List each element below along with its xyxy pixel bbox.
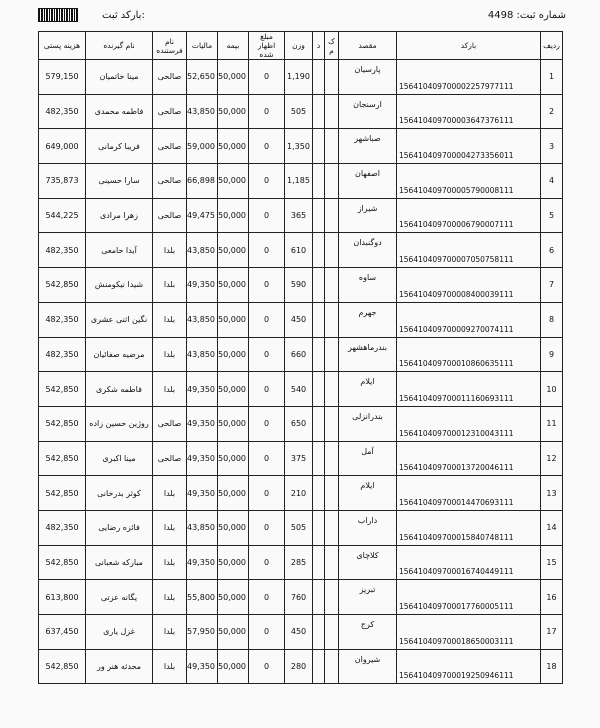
cell-insurance: 50,000	[218, 649, 249, 684]
cell-row: 11	[541, 406, 563, 441]
cell-barcode: 156410409700017760005111	[397, 580, 541, 615]
cell-declared: 0	[249, 580, 285, 615]
col-barcode: بارکد	[397, 32, 541, 60]
cell-k	[325, 476, 339, 511]
cell-receiver: نگین اثنی عشری	[86, 302, 153, 337]
table-row	[39, 510, 563, 545]
cell-postage: 542,850	[39, 268, 86, 303]
cell-tax: 43,850	[187, 510, 218, 545]
table-row	[39, 268, 563, 303]
cell-declared: 0	[249, 233, 285, 268]
cell-tax: 49,350	[187, 476, 218, 511]
cell-receiver: مبارکه شعبانی	[86, 545, 153, 580]
cell-tax: 49,350	[187, 268, 218, 303]
cell-k	[325, 649, 339, 684]
cell-receiver: زهرا مرادی	[86, 198, 153, 233]
table-row	[39, 545, 563, 580]
cell-receiver: مرضیه صفائیان	[86, 337, 153, 372]
cell-barcode: 156410409700010860635111	[397, 337, 541, 372]
cell-declared: 0	[249, 337, 285, 372]
cell-d	[313, 233, 325, 268]
cell-sender: صالحی	[153, 198, 187, 233]
cell-postage: 613,800	[39, 580, 86, 615]
cell-declared: 0	[249, 615, 285, 650]
col-tax: مالیات	[187, 32, 218, 60]
cell-postage: 482,350	[39, 337, 86, 372]
cell-destination: تبریز	[339, 580, 397, 615]
cell-weight: 610	[285, 233, 313, 268]
table-row	[39, 580, 563, 615]
cell-k	[325, 441, 339, 476]
cell-d	[313, 510, 325, 545]
cell-insurance: 50,000	[218, 406, 249, 441]
table-row	[39, 164, 563, 199]
cell-declared: 0	[249, 268, 285, 303]
cell-insurance: 50,000	[218, 615, 249, 650]
cell-row: 2	[541, 94, 563, 129]
cell-sender: بلدا	[153, 372, 187, 407]
cell-receiver: غزل یاری	[86, 615, 153, 650]
cell-barcode: 156410409700008400039111	[397, 268, 541, 303]
cell-declared: 0	[249, 372, 285, 407]
cell-k	[325, 164, 339, 199]
cell-row: 4	[541, 164, 563, 199]
cell-tax: 49,475	[187, 198, 218, 233]
cell-row: 14	[541, 510, 563, 545]
cell-postage: 542,850	[39, 545, 86, 580]
cell-declared: 0	[249, 302, 285, 337]
cell-tax: 49,350	[187, 545, 218, 580]
col-weight: وزن	[285, 32, 313, 60]
table-row	[39, 337, 563, 372]
cell-destination: آمل	[339, 441, 397, 476]
table-row	[39, 372, 563, 407]
cell-k	[325, 337, 339, 372]
cell-receiver: کوثر بدرخانی	[86, 476, 153, 511]
cell-row: 13	[541, 476, 563, 511]
table-row	[39, 615, 563, 650]
cell-insurance: 50,000	[218, 198, 249, 233]
cell-d	[313, 649, 325, 684]
cell-weight: 660	[285, 337, 313, 372]
cell-weight: 1,350	[285, 129, 313, 164]
cell-tax: 49,350	[187, 372, 218, 407]
cell-postage: 637,450	[39, 615, 86, 650]
col-k: ک م	[325, 32, 339, 60]
cell-row: 16	[541, 580, 563, 615]
cell-weight: 210	[285, 476, 313, 511]
cell-k	[325, 372, 339, 407]
cell-destination: کلاچای	[339, 545, 397, 580]
cell-barcode: 156410409700016740449111	[397, 545, 541, 580]
cell-row: 7	[541, 268, 563, 303]
cell-barcode: 156410409700002257977111	[397, 60, 541, 95]
cell-insurance: 50,000	[218, 476, 249, 511]
cell-postage: 542,850	[39, 649, 86, 684]
cell-row: 3	[541, 129, 563, 164]
cell-k	[325, 198, 339, 233]
cell-insurance: 50,000	[218, 580, 249, 615]
cell-sender: بلدا	[153, 615, 187, 650]
cell-k	[325, 60, 339, 95]
cell-postage: 542,850	[39, 372, 86, 407]
cell-sender: بلدا	[153, 233, 187, 268]
cell-sender: صالحی	[153, 129, 187, 164]
cell-row: 12	[541, 441, 563, 476]
registration-number	[488, 10, 566, 21]
cell-sender: صالحی	[153, 406, 187, 441]
cell-declared: 0	[249, 406, 285, 441]
cell-tax: 49,350	[187, 441, 218, 476]
table-row	[39, 233, 563, 268]
cell-insurance: 50,000	[218, 302, 249, 337]
cell-d	[313, 337, 325, 372]
cell-barcode: 156410409700012310043111	[397, 406, 541, 441]
cell-d	[313, 372, 325, 407]
cell-weight: 280	[285, 649, 313, 684]
cell-tax: 59,000	[187, 129, 218, 164]
cell-declared: 0	[249, 476, 285, 511]
cell-receiver: محدثه هنر ور	[86, 649, 153, 684]
cell-row: 1	[541, 60, 563, 95]
col-receiver: نام گیرنده	[86, 32, 153, 60]
cell-weight: 285	[285, 545, 313, 580]
cell-weight: 450	[285, 615, 313, 650]
cell-destination: ساوه	[339, 268, 397, 303]
cell-tax: 49,350	[187, 649, 218, 684]
cell-d	[313, 441, 325, 476]
col-insurance: بیمه	[218, 32, 249, 60]
cell-sender: بلدا	[153, 476, 187, 511]
registration-label: شماره ثبت:	[516, 10, 566, 21]
cell-insurance: 50,000	[218, 510, 249, 545]
cell-k	[325, 268, 339, 303]
cell-declared: 0	[249, 510, 285, 545]
cell-row: 6	[541, 233, 563, 268]
cell-barcode: 156410409700011160693111	[397, 372, 541, 407]
cell-destination: شیراز	[339, 198, 397, 233]
cell-declared: 0	[249, 545, 285, 580]
cell-receiver: یگانه عزتی	[86, 580, 153, 615]
cell-destination: دوگنبدان	[339, 233, 397, 268]
cell-destination: جهرم	[339, 302, 397, 337]
cell-receiver: شیدا نیکومنش	[86, 268, 153, 303]
cell-sender: صالحی	[153, 164, 187, 199]
cell-d	[313, 406, 325, 441]
table-row	[39, 60, 563, 95]
barcode-image	[38, 8, 78, 22]
cell-declared: 0	[249, 94, 285, 129]
cell-k	[325, 233, 339, 268]
cell-row: 8	[541, 302, 563, 337]
table-row	[39, 302, 563, 337]
cell-row: 9	[541, 337, 563, 372]
cell-d	[313, 94, 325, 129]
barcode-label: بارکد ثبت:	[102, 10, 145, 21]
cell-barcode: 156410409700006790007111	[397, 198, 541, 233]
cell-insurance: 50,000	[218, 545, 249, 580]
table-row	[39, 94, 563, 129]
cell-barcode: 156410409700015840748111	[397, 510, 541, 545]
cell-sender: بلدا	[153, 268, 187, 303]
cell-sender: بلدا	[153, 580, 187, 615]
cell-destination: داراب	[339, 510, 397, 545]
table-row	[39, 406, 563, 441]
registration-value: 4498	[487, 10, 514, 21]
cell-weight: 540	[285, 372, 313, 407]
cell-postage: 579,150	[39, 60, 86, 95]
cell-tax: 66,898	[187, 164, 218, 199]
cell-d	[313, 268, 325, 303]
cell-d	[313, 129, 325, 164]
cell-weight: 760	[285, 580, 313, 615]
cell-destination: بندرانزلی	[339, 406, 397, 441]
col-destination: مقصد	[339, 32, 397, 60]
cell-d	[313, 164, 325, 199]
cell-postage: 482,350	[39, 94, 86, 129]
cell-k	[325, 615, 339, 650]
cell-tax: 43,850	[187, 337, 218, 372]
header	[38, 8, 566, 28]
cell-declared: 0	[249, 198, 285, 233]
cell-k	[325, 510, 339, 545]
cell-d	[313, 60, 325, 95]
cell-sender: بلدا	[153, 649, 187, 684]
cell-tax: 57,950	[187, 615, 218, 650]
col-d: د	[313, 32, 325, 60]
col-declared: مبلغ اظهار شده	[249, 32, 285, 60]
cell-row: 18	[541, 649, 563, 684]
table-row	[39, 476, 563, 511]
cell-insurance: 50,000	[218, 337, 249, 372]
cell-destination: ایلام	[339, 372, 397, 407]
cell-weight: 650	[285, 406, 313, 441]
cell-insurance: 50,000	[218, 372, 249, 407]
table-row	[39, 441, 563, 476]
cell-declared: 0	[249, 649, 285, 684]
cell-sender: بلدا	[153, 302, 187, 337]
cell-receiver: فاطمه محمدی	[86, 94, 153, 129]
col-sender: نام فرستنده	[153, 32, 187, 60]
cell-weight: 1,190	[285, 60, 313, 95]
col-postage: هزینه پستی	[39, 32, 86, 60]
cell-receiver: سارا حسینی	[86, 164, 153, 199]
cell-tax: 49,350	[187, 406, 218, 441]
cell-barcode: 156410409700005790008111	[397, 164, 541, 199]
cell-destination: اصفهان	[339, 164, 397, 199]
cell-weight: 505	[285, 94, 313, 129]
cell-weight: 590	[285, 268, 313, 303]
cell-row: 17	[541, 615, 563, 650]
cell-d	[313, 476, 325, 511]
cell-tax: 43,850	[187, 302, 218, 337]
cell-insurance: 50,000	[218, 60, 249, 95]
cell-weight: 450	[285, 302, 313, 337]
cell-barcode: 156410409700007050758111	[397, 233, 541, 268]
col-row: ردیف	[541, 32, 563, 60]
cell-barcode: 156410409700014470693111	[397, 476, 541, 511]
cell-sender: بلدا	[153, 545, 187, 580]
cell-weight: 505	[285, 510, 313, 545]
cell-receiver: فاطمه شکری	[86, 372, 153, 407]
cell-declared: 0	[249, 164, 285, 199]
cell-d	[313, 615, 325, 650]
cell-postage: 544,225	[39, 198, 86, 233]
cell-barcode: 156410409700019250946111	[397, 649, 541, 684]
cell-k	[325, 302, 339, 337]
cell-postage: 649,000	[39, 129, 86, 164]
cell-sender: صالحی	[153, 441, 187, 476]
cell-weight: 365	[285, 198, 313, 233]
cell-declared: 0	[249, 60, 285, 95]
cell-d	[313, 580, 325, 615]
cell-insurance: 50,000	[218, 94, 249, 129]
cell-sender: بلدا	[153, 510, 187, 545]
table-row	[39, 198, 563, 233]
table-header-row	[39, 32, 563, 60]
cell-insurance: 50,000	[218, 129, 249, 164]
cell-insurance: 50,000	[218, 164, 249, 199]
cell-barcode: 156410409700018650003111	[397, 615, 541, 650]
cell-tax: 43,850	[187, 94, 218, 129]
cell-insurance: 50,000	[218, 233, 249, 268]
cell-postage: 482,350	[39, 510, 86, 545]
cell-destination: صباشهر	[339, 129, 397, 164]
cell-barcode: 156410409700003647376111	[397, 94, 541, 129]
cell-tax: 43,850	[187, 233, 218, 268]
shipment-table	[38, 31, 563, 684]
cell-row: 5	[541, 198, 563, 233]
cell-k	[325, 94, 339, 129]
cell-weight: 1,185	[285, 164, 313, 199]
cell-destination: بندرماهشهر	[339, 337, 397, 372]
cell-row: 10	[541, 372, 563, 407]
cell-destination: کرج	[339, 615, 397, 650]
cell-k	[325, 545, 339, 580]
cell-barcode: 156410409700004273356011	[397, 129, 541, 164]
cell-barcode: 156410409700013720046111	[397, 441, 541, 476]
cell-receiver: مینا خاتمیان	[86, 60, 153, 95]
cell-weight: 375	[285, 441, 313, 476]
cell-row: 15	[541, 545, 563, 580]
cell-receiver: فریبا کرمانی	[86, 129, 153, 164]
cell-insurance: 50,000	[218, 441, 249, 476]
cell-sender: صالحی	[153, 94, 187, 129]
cell-postage: 482,350	[39, 302, 86, 337]
cell-d	[313, 302, 325, 337]
cell-sender: بلدا	[153, 337, 187, 372]
cell-declared: 0	[249, 441, 285, 476]
cell-receiver: مینا اکبری	[86, 441, 153, 476]
cell-postage: 542,850	[39, 476, 86, 511]
cell-k	[325, 129, 339, 164]
table-row	[39, 649, 563, 684]
cell-d	[313, 198, 325, 233]
cell-barcode: 156410409700009270074111	[397, 302, 541, 337]
cell-tax: 55,800	[187, 580, 218, 615]
cell-k	[325, 406, 339, 441]
cell-declared: 0	[249, 129, 285, 164]
cell-postage: 735,873	[39, 164, 86, 199]
cell-receiver: آیدا حامعی	[86, 233, 153, 268]
table-row	[39, 129, 563, 164]
cell-destination: ارسنجان	[339, 94, 397, 129]
cell-tax: 52,650	[187, 60, 218, 95]
cell-d	[313, 545, 325, 580]
cell-postage: 482,350	[39, 233, 86, 268]
cell-k	[325, 580, 339, 615]
cell-destination: ایلام	[339, 476, 397, 511]
cell-destination: شیروان	[339, 649, 397, 684]
cell-destination: پارسیان	[339, 60, 397, 95]
cell-sender: صالحی	[153, 60, 187, 95]
cell-postage: 542,850	[39, 406, 86, 441]
cell-insurance: 50,000	[218, 268, 249, 303]
cell-receiver: روژین حسین زاده	[86, 406, 153, 441]
cell-receiver: فائزه رضایی	[86, 510, 153, 545]
cell-postage: 542,850	[39, 441, 86, 476]
